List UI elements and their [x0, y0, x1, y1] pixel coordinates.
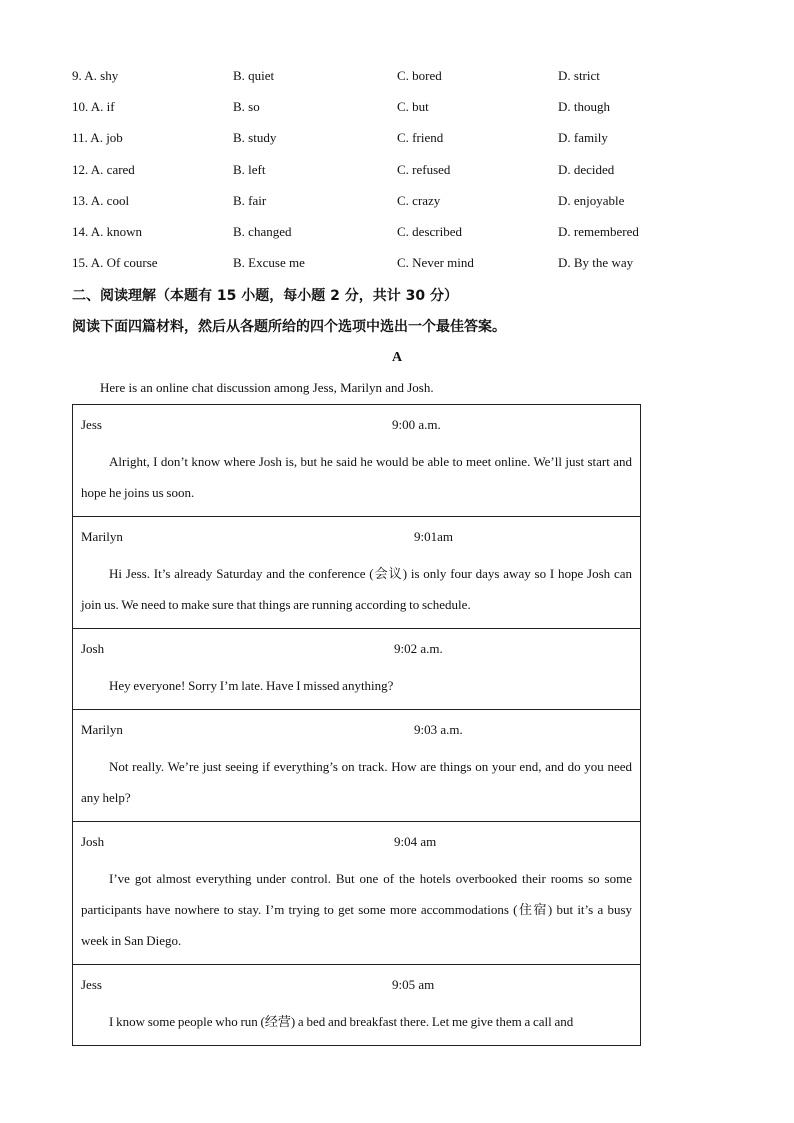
- option-c: C. described: [397, 223, 462, 239]
- chat-timestamp: 9:00 a.m.: [392, 417, 441, 432]
- option-a: 13. A. cool: [72, 192, 130, 208]
- option-c: C. friend: [397, 130, 444, 146]
- passage-intro: Here is an online chat discussion among Jess, Marilyn and Josh.: [100, 380, 434, 395]
- chat-timestamp: 9:03 a.m.: [414, 722, 463, 737]
- passage-label: A: [391, 350, 403, 365]
- chat-message: Alright, I don’t know where Josh is, but he said he would be able to meet online. We’ll just start and hope he joins us soon.: [81, 454, 632, 500]
- option-row: [72, 160, 692, 191]
- option-row: [72, 128, 692, 159]
- chat-message: I’ve got almost everything under control. But one of the hotels overbooked their rooms so some participants have nowhere to stay. I’m trying to get some more accommodations (住宿) but it’s a busy week in San Diego.: [81, 871, 632, 948]
- option-row: [72, 97, 692, 128]
- option-a: 15. A. Of course: [72, 255, 158, 271]
- option-row: [72, 66, 692, 97]
- chat-table: [72, 404, 641, 1046]
- option-c: C. but: [397, 99, 429, 115]
- chat-header: [81, 975, 632, 995]
- option-d: D. By the way: [558, 255, 634, 271]
- section-heading: 二、阅读理解（本题有 15 小题，每小题 2 分，共计 30 分）: [72, 288, 458, 304]
- section-instruction: 阅读下面四篇材料，然后从各题所给的四个选项中选出一个最佳答案。: [72, 319, 506, 335]
- option-a: 9. A. shy: [72, 68, 119, 83]
- option-b: B. Excuse me: [233, 255, 305, 271]
- option-b: B. changed: [233, 223, 292, 239]
- option-a: 12. A. cared: [72, 161, 135, 177]
- chat-message: I know some people who run (经营) a bed and breakfast there. Let me give them a call and: [109, 1014, 574, 1029]
- chat-sender: Jess: [81, 417, 102, 432]
- chat-timestamp: 9:04 am: [394, 834, 437, 849]
- option-b: B. left: [233, 161, 266, 177]
- answer-options-list: [72, 66, 692, 284]
- option-d: D. strict: [558, 68, 600, 83]
- option-d: D. family: [558, 130, 608, 146]
- option-d: D. remembered: [558, 223, 639, 239]
- chat-sender: Marilyn: [81, 529, 123, 544]
- chat-message: Hi Jess. It’s already Saturday and the conference (会议) is only four days away so I hope Josh can join us. We need to make sure that things are running according to schedule.: [81, 566, 632, 612]
- chat-row: [73, 965, 640, 1046]
- chat-row: [73, 405, 640, 517]
- option-d: D. enjoyable: [558, 192, 625, 208]
- option-row: [72, 191, 692, 222]
- option-a: 11. A. job: [72, 130, 123, 146]
- option-a: 14. A. known: [72, 223, 143, 239]
- option-row: [72, 222, 692, 253]
- option-b: B. so: [233, 99, 260, 115]
- chat-row: [73, 629, 640, 710]
- chat-timestamp: 9:01am: [414, 529, 453, 544]
- option-b: B. quiet: [233, 68, 275, 83]
- option-c: C. Never mind: [397, 255, 474, 271]
- chat-row: [73, 710, 640, 822]
- option-d: D. though: [558, 99, 610, 115]
- chat-sender: Jess: [81, 977, 102, 992]
- chat-header: [81, 720, 632, 740]
- chat-message: Not really. We’re just seeing if everything’s on track. How are things on your end, and do you need any help?: [81, 759, 632, 805]
- chat-sender: Josh: [81, 641, 105, 656]
- chat-sender: Marilyn: [81, 722, 123, 737]
- chat-row: [73, 517, 640, 629]
- option-c: C. crazy: [397, 192, 441, 208]
- option-a: 10. A. if: [72, 99, 115, 115]
- chat-header: [81, 415, 632, 435]
- chat-header: [81, 527, 632, 547]
- chat-header: [81, 639, 632, 659]
- chat-message: Hey everyone! Sorry I’m late. Have I missed anything?: [109, 678, 394, 693]
- option-c: C. refused: [397, 161, 451, 177]
- option-d: D. decided: [558, 161, 615, 177]
- option-b: B. study: [233, 130, 277, 146]
- option-row: [72, 253, 692, 284]
- chat-timestamp: 9:05 am: [392, 977, 435, 992]
- chat-row: [73, 822, 640, 965]
- option-b: B. fair: [233, 192, 267, 208]
- chat-header: [81, 832, 632, 852]
- option-c: C. bored: [397, 68, 442, 83]
- chat-sender: Josh: [81, 834, 105, 849]
- chat-timestamp: 9:02 a.m.: [394, 641, 443, 656]
